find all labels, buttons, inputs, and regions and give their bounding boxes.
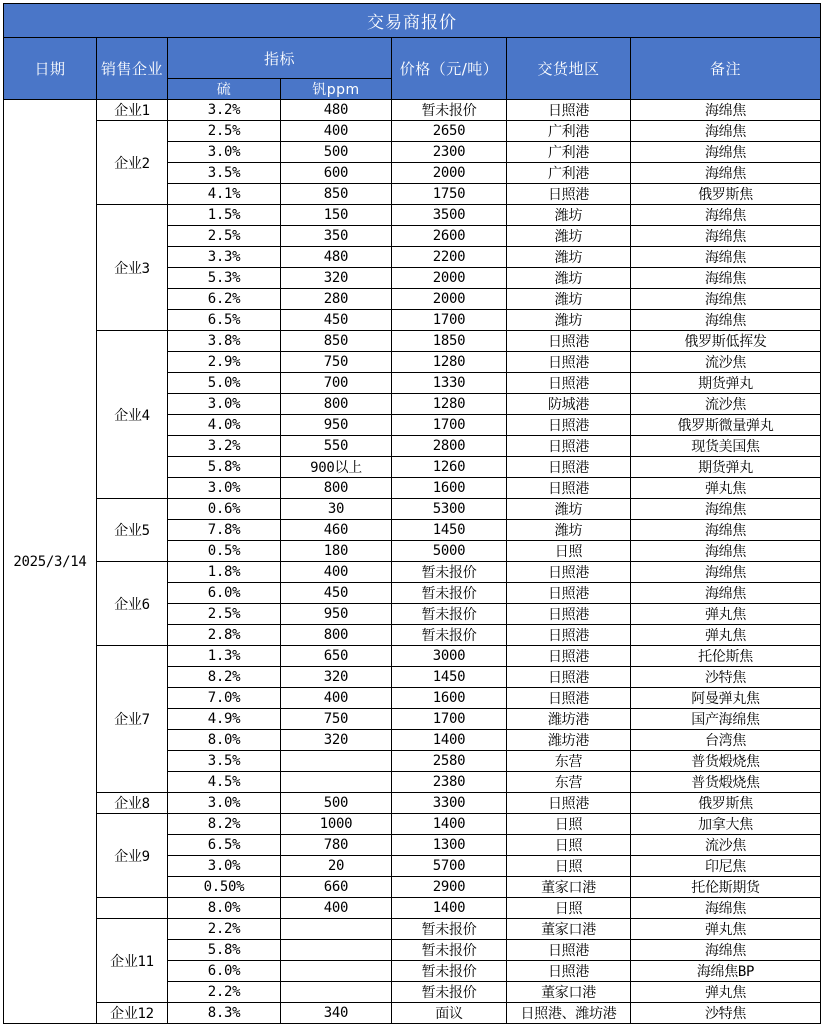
cell-price[interactable]: 暂未报价 bbox=[392, 919, 507, 940]
cell-sulfur[interactable]: 1.5% bbox=[168, 205, 281, 226]
table-row[interactable] bbox=[4, 793, 821, 814]
cell-price[interactable]: 1750 bbox=[392, 184, 507, 205]
cell-note[interactable]: 沙特焦 bbox=[631, 667, 821, 688]
table-row[interactable] bbox=[4, 814, 821, 835]
cell-sulfur[interactable]: 7.0% bbox=[168, 688, 281, 709]
cell-vanadium[interactable]: 350 bbox=[281, 226, 392, 247]
cell-sulfur[interactable]: 5.8% bbox=[168, 940, 281, 961]
cell-vanadium[interactable]: 800 bbox=[281, 625, 392, 646]
cell-vanadium[interactable]: 450 bbox=[281, 583, 392, 604]
cell-region[interactable]: 潍坊 bbox=[507, 268, 631, 289]
cell-vanadium[interactable]: 180 bbox=[281, 541, 392, 562]
table-row[interactable] bbox=[4, 100, 821, 121]
cell-price[interactable]: 1700 bbox=[392, 310, 507, 331]
cell-note[interactable]: 海绵焦 bbox=[631, 163, 821, 184]
table-row[interactable] bbox=[4, 121, 821, 142]
cell-note[interactable]: 现货美国焦 bbox=[631, 436, 821, 457]
cell-vanadium[interactable]: 20 bbox=[281, 856, 392, 877]
cell-region[interactable]: 日照港 bbox=[507, 940, 631, 961]
cell-note[interactable]: 海绵焦 bbox=[631, 226, 821, 247]
table-row[interactable] bbox=[4, 499, 821, 520]
cell-sulfur[interactable]: 2.5% bbox=[168, 226, 281, 247]
cell-price[interactable]: 1280 bbox=[392, 352, 507, 373]
cell-vanadium[interactable] bbox=[281, 772, 392, 793]
cell-price[interactable]: 2650 bbox=[392, 121, 507, 142]
cell-vanadium[interactable] bbox=[281, 940, 392, 961]
cell-note[interactable]: 海绵焦 bbox=[631, 583, 821, 604]
cell-vanadium[interactable]: 150 bbox=[281, 205, 392, 226]
cell-vanadium[interactable]: 600 bbox=[281, 163, 392, 184]
cell-region[interactable]: 日照港 bbox=[507, 793, 631, 814]
cell-sulfur[interactable]: 3.0% bbox=[168, 478, 281, 499]
cell-note[interactable]: 俄罗斯焦 bbox=[631, 184, 821, 205]
cell-sulfur[interactable]: 3.5% bbox=[168, 163, 281, 184]
cell-region[interactable]: 防城港 bbox=[507, 394, 631, 415]
cell-sulfur[interactable]: 3.2% bbox=[168, 100, 281, 121]
cell-region[interactable]: 日照 bbox=[507, 814, 631, 835]
cell-note[interactable]: 普货煅烧焦 bbox=[631, 751, 821, 772]
cell-price[interactable]: 3300 bbox=[392, 793, 507, 814]
cell-vanadium[interactable]: 500 bbox=[281, 142, 392, 163]
cell-enterprise[interactable]: 企业7 bbox=[97, 646, 168, 793]
cell-region[interactable]: 日照港 bbox=[507, 331, 631, 352]
cell-sulfur[interactable]: 3.0% bbox=[168, 394, 281, 415]
cell-note[interactable]: 海绵焦 bbox=[631, 121, 821, 142]
cell-sulfur[interactable]: 3.0% bbox=[168, 856, 281, 877]
cell-region[interactable]: 日照港 bbox=[507, 604, 631, 625]
cell-vanadium[interactable]: 320 bbox=[281, 730, 392, 751]
cell-sulfur[interactable]: 3.5% bbox=[168, 751, 281, 772]
cell-sulfur[interactable]: 6.5% bbox=[168, 310, 281, 331]
cell-note[interactable]: 海绵焦 bbox=[631, 142, 821, 163]
cell-note[interactable]: 普货煅烧焦 bbox=[631, 772, 821, 793]
cell-region[interactable]: 广利港 bbox=[507, 121, 631, 142]
cell-vanadium[interactable]: 320 bbox=[281, 667, 392, 688]
cell-date[interactable]: 2025/3/14 bbox=[4, 100, 97, 1024]
cell-sulfur[interactable]: 2.2% bbox=[168, 919, 281, 940]
cell-sulfur[interactable]: 2.9% bbox=[168, 352, 281, 373]
cell-sulfur[interactable]: 3.0% bbox=[168, 793, 281, 814]
cell-region[interactable]: 广利港 bbox=[507, 142, 631, 163]
cell-price[interactable]: 5700 bbox=[392, 856, 507, 877]
cell-price[interactable]: 1300 bbox=[392, 835, 507, 856]
cell-sulfur[interactable]: 6.0% bbox=[168, 583, 281, 604]
column-header-price[interactable]: 价格（元/吨） bbox=[392, 38, 507, 100]
cell-sulfur[interactable]: 6.0% bbox=[168, 961, 281, 982]
cell-enterprise[interactable]: 企业9 bbox=[97, 814, 168, 898]
cell-price[interactable]: 2800 bbox=[392, 436, 507, 457]
cell-region[interactable]: 日照港 bbox=[507, 478, 631, 499]
cell-region[interactable]: 日照港 bbox=[507, 667, 631, 688]
cell-note[interactable]: 海绵焦 bbox=[631, 268, 821, 289]
table-row[interactable] bbox=[4, 562, 821, 583]
cell-vanadium[interactable]: 460 bbox=[281, 520, 392, 541]
cell-sulfur[interactable]: 3.8% bbox=[168, 331, 281, 352]
cell-vanadium[interactable] bbox=[281, 919, 392, 940]
cell-note[interactable]: 海绵焦 bbox=[631, 289, 821, 310]
cell-vanadium[interactable] bbox=[281, 751, 392, 772]
cell-vanadium[interactable]: 450 bbox=[281, 310, 392, 331]
cell-price[interactable]: 2000 bbox=[392, 289, 507, 310]
cell-enterprise[interactable]: 企业5 bbox=[97, 499, 168, 562]
cell-note[interactable]: 托伦斯焦 bbox=[631, 646, 821, 667]
cell-region[interactable]: 日照 bbox=[507, 835, 631, 856]
cell-price[interactable]: 1400 bbox=[392, 814, 507, 835]
cell-enterprise[interactable]: 企业4 bbox=[97, 331, 168, 499]
cell-sulfur[interactable]: 1.3% bbox=[168, 646, 281, 667]
cell-price[interactable]: 1700 bbox=[392, 415, 507, 436]
header-row-primary bbox=[4, 38, 821, 79]
cell-price[interactable]: 1260 bbox=[392, 457, 507, 478]
cell-price[interactable]: 暂未报价 bbox=[392, 562, 507, 583]
cell-note[interactable]: 海绵焦 bbox=[631, 562, 821, 583]
cell-note[interactable]: 弹丸焦 bbox=[631, 478, 821, 499]
cell-sulfur[interactable]: 6.5% bbox=[168, 835, 281, 856]
cell-sulfur[interactable]: 4.1% bbox=[168, 184, 281, 205]
cell-vanadium[interactable]: 850 bbox=[281, 331, 392, 352]
cell-vanadium[interactable]: 650 bbox=[281, 646, 392, 667]
cell-region[interactable]: 日照港 bbox=[507, 457, 631, 478]
cell-vanadium[interactable]: 800 bbox=[281, 478, 392, 499]
cell-price[interactable]: 暂未报价 bbox=[392, 583, 507, 604]
cell-region[interactable]: 董家口港 bbox=[507, 919, 631, 940]
cell-region[interactable]: 日照港 bbox=[507, 352, 631, 373]
cell-vanadium[interactable]: 400 bbox=[281, 898, 392, 919]
cell-sulfur[interactable]: 8.0% bbox=[168, 730, 281, 751]
cell-region[interactable]: 潍坊 bbox=[507, 226, 631, 247]
cell-sulfur[interactable]: 4.0% bbox=[168, 415, 281, 436]
cell-sulfur[interactable]: 0.50% bbox=[168, 877, 281, 898]
cell-vanadium[interactable]: 660 bbox=[281, 877, 392, 898]
cell-note[interactable]: 海绵焦 bbox=[631, 100, 821, 121]
cell-vanadium[interactable]: 800 bbox=[281, 394, 392, 415]
cell-note[interactable]: 加拿大焦 bbox=[631, 814, 821, 835]
cell-vanadium[interactable]: 850 bbox=[281, 184, 392, 205]
cell-region[interactable]: 潍坊 bbox=[507, 247, 631, 268]
cell-price[interactable]: 1600 bbox=[392, 688, 507, 709]
cell-sulfur[interactable]: 3.0% bbox=[168, 142, 281, 163]
table-row[interactable] bbox=[4, 1003, 821, 1024]
cell-price[interactable]: 1400 bbox=[392, 730, 507, 751]
cell-region[interactable]: 董家口港 bbox=[507, 982, 631, 1003]
cell-price[interactable]: 5000 bbox=[392, 541, 507, 562]
cell-region[interactable]: 日照港 bbox=[507, 373, 631, 394]
cell-sulfur[interactable]: 8.0% bbox=[168, 898, 281, 919]
cell-note[interactable]: 国产海绵焦 bbox=[631, 709, 821, 730]
cell-enterprise[interactable]: 企业1 bbox=[97, 100, 168, 121]
column-header-indicator-group[interactable]: 指标 bbox=[168, 38, 392, 79]
cell-region[interactable]: 日照港、潍坊港 bbox=[507, 1003, 631, 1024]
cell-region[interactable]: 董家口港 bbox=[507, 877, 631, 898]
cell-note[interactable]: 期货弹丸 bbox=[631, 373, 821, 394]
cell-note[interactable]: 阿曼弹丸焦 bbox=[631, 688, 821, 709]
cell-sulfur[interactable]: 7.8% bbox=[168, 520, 281, 541]
cell-price[interactable]: 1450 bbox=[392, 667, 507, 688]
cell-note[interactable]: 海绵焦 bbox=[631, 898, 821, 919]
cell-region[interactable]: 日照港 bbox=[507, 562, 631, 583]
cell-region[interactable]: 日照港 bbox=[507, 436, 631, 457]
cell-price[interactable]: 暂未报价 bbox=[392, 940, 507, 961]
cell-enterprise[interactable]: 企业2 bbox=[97, 121, 168, 205]
cell-sulfur[interactable]: 3.2% bbox=[168, 436, 281, 457]
cell-note[interactable]: 流沙焦 bbox=[631, 394, 821, 415]
cell-region[interactable]: 日照港 bbox=[507, 688, 631, 709]
cell-price[interactable]: 2300 bbox=[392, 142, 507, 163]
cell-vanadium[interactable]: 480 bbox=[281, 100, 392, 121]
column-header-note[interactable]: 备注 bbox=[631, 38, 821, 100]
cell-region[interactable]: 日照港 bbox=[507, 100, 631, 121]
cell-region[interactable]: 日照港 bbox=[507, 625, 631, 646]
cell-price[interactable]: 1850 bbox=[392, 331, 507, 352]
cell-sulfur[interactable]: 2.5% bbox=[168, 121, 281, 142]
table-row[interactable] bbox=[4, 205, 821, 226]
cell-price[interactable]: 暂未报价 bbox=[392, 604, 507, 625]
cell-enterprise[interactable]: 企业12 bbox=[97, 1003, 168, 1024]
cell-region[interactable]: 日照 bbox=[507, 856, 631, 877]
cell-note[interactable]: 流沙焦 bbox=[631, 352, 821, 373]
cell-price[interactable]: 1280 bbox=[392, 394, 507, 415]
cell-sulfur[interactable]: 8.3% bbox=[168, 1003, 281, 1024]
cell-region[interactable]: 日照 bbox=[507, 541, 631, 562]
cell-region[interactable]: 日照港 bbox=[507, 415, 631, 436]
cell-note[interactable]: 弹丸焦 bbox=[631, 982, 821, 1003]
trader-quote-table bbox=[3, 3, 821, 1024]
cell-note[interactable]: 俄罗斯低挥发 bbox=[631, 331, 821, 352]
table-title-row bbox=[4, 4, 821, 38]
cell-note[interactable]: 海绵焦 bbox=[631, 541, 821, 562]
table-row[interactable] bbox=[4, 331, 821, 352]
cell-region[interactable]: 潍坊 bbox=[507, 205, 631, 226]
cell-region[interactable]: 日照港 bbox=[507, 184, 631, 205]
cell-price[interactable]: 2580 bbox=[392, 751, 507, 772]
cell-sulfur[interactable]: 2.2% bbox=[168, 982, 281, 1003]
cell-note[interactable]: 海绵焦 bbox=[631, 310, 821, 331]
cell-vanadium[interactable]: 950 bbox=[281, 415, 392, 436]
cell-price[interactable]: 2600 bbox=[392, 226, 507, 247]
cell-price[interactable]: 1400 bbox=[392, 898, 507, 919]
cell-note[interactable]: 弹丸焦 bbox=[631, 604, 821, 625]
cell-note[interactable]: 弹丸焦 bbox=[631, 625, 821, 646]
cell-note[interactable]: 流沙焦 bbox=[631, 835, 821, 856]
cell-note[interactable]: 期货弹丸 bbox=[631, 457, 821, 478]
cell-price[interactable]: 暂未报价 bbox=[392, 961, 507, 982]
cell-price[interactable]: 5300 bbox=[392, 499, 507, 520]
cell-vanadium[interactable]: 950 bbox=[281, 604, 392, 625]
cell-note[interactable]: 弹丸焦 bbox=[631, 919, 821, 940]
cell-sulfur[interactable]: 2.5% bbox=[168, 604, 281, 625]
cell-note[interactable]: 海绵焦 bbox=[631, 499, 821, 520]
column-header-date[interactable]: 日期 bbox=[4, 38, 97, 100]
cell-vanadium[interactable]: 900以上 bbox=[281, 457, 392, 478]
cell-sulfur[interactable]: 4.9% bbox=[168, 709, 281, 730]
cell-vanadium[interactable] bbox=[281, 982, 392, 1003]
cell-region[interactable]: 日照 bbox=[507, 898, 631, 919]
cell-sulfur[interactable]: 8.2% bbox=[168, 814, 281, 835]
cell-enterprise[interactable]: 企业11 bbox=[97, 919, 168, 1003]
cell-vanadium[interactable]: 1000 bbox=[281, 814, 392, 835]
cell-sulfur[interactable]: 5.0% bbox=[168, 373, 281, 394]
cell-price[interactable]: 1330 bbox=[392, 373, 507, 394]
cell-note[interactable]: 俄罗斯微量弹丸 bbox=[631, 415, 821, 436]
cell-vanadium[interactable]: 550 bbox=[281, 436, 392, 457]
cell-enterprise[interactable]: 企业8 bbox=[97, 793, 168, 814]
cell-vanadium[interactable]: 480 bbox=[281, 247, 392, 268]
cell-enterprise[interactable]: 企业6 bbox=[97, 562, 168, 646]
cell-region[interactable]: 日照港 bbox=[507, 583, 631, 604]
table-row[interactable] bbox=[4, 898, 821, 919]
cell-region[interactable]: 潍坊 bbox=[507, 289, 631, 310]
cell-price[interactable]: 3000 bbox=[392, 646, 507, 667]
cell-region[interactable]: 潍坊港 bbox=[507, 709, 631, 730]
cell-sulfur[interactable]: 6.2% bbox=[168, 289, 281, 310]
cell-note[interactable]: 海绵焦 bbox=[631, 205, 821, 226]
cell-price[interactable]: 面议 bbox=[392, 1003, 507, 1024]
cell-vanadium[interactable]: 400 bbox=[281, 121, 392, 142]
cell-enterprise[interactable]: 企业3 bbox=[97, 205, 168, 331]
cell-region[interactable]: 潍坊 bbox=[507, 310, 631, 331]
cell-vanadium[interactable]: 400 bbox=[281, 562, 392, 583]
cell-note[interactable]: 沙特焦 bbox=[631, 1003, 821, 1024]
cell-vanadium[interactable]: 400 bbox=[281, 688, 392, 709]
cell-note[interactable]: 印尼焦 bbox=[631, 856, 821, 877]
cell-note[interactable]: 海绵焦 bbox=[631, 940, 821, 961]
column-header-region[interactable]: 交货地区 bbox=[507, 38, 631, 100]
cell-price[interactable]: 暂未报价 bbox=[392, 982, 507, 1003]
cell-region[interactable]: 潍坊 bbox=[507, 520, 631, 541]
cell-price[interactable]: 暂未报价 bbox=[392, 625, 507, 646]
cell-region[interactable]: 东营 bbox=[507, 772, 631, 793]
cell-region[interactable]: 潍坊港 bbox=[507, 730, 631, 751]
cell-note[interactable]: 海绵焦BP bbox=[631, 961, 821, 982]
cell-price[interactable]: 2900 bbox=[392, 877, 507, 898]
column-header-vanadium[interactable]: 钒ppm bbox=[281, 79, 392, 100]
cell-note[interactable]: 海绵焦 bbox=[631, 520, 821, 541]
cell-region[interactable]: 广利港 bbox=[507, 163, 631, 184]
cell-vanadium[interactable]: 30 bbox=[281, 499, 392, 520]
cell-price[interactable]: 2200 bbox=[392, 247, 507, 268]
table-row[interactable] bbox=[4, 919, 821, 940]
cell-sulfur[interactable]: 3.3% bbox=[168, 247, 281, 268]
cell-enterprise[interactable] bbox=[97, 898, 168, 919]
cell-sulfur[interactable]: 0.6% bbox=[168, 499, 281, 520]
cell-note[interactable]: 海绵焦 bbox=[631, 247, 821, 268]
table-row[interactable] bbox=[4, 646, 821, 667]
column-header-sulfur[interactable]: 硫 bbox=[168, 79, 281, 100]
column-header-enterprise[interactable]: 销售企业 bbox=[97, 38, 168, 100]
cell-vanadium[interactable]: 280 bbox=[281, 289, 392, 310]
cell-sulfur[interactable]: 8.2% bbox=[168, 667, 281, 688]
cell-sulfur[interactable]: 0.5% bbox=[168, 541, 281, 562]
cell-sulfur[interactable]: 4.5% bbox=[168, 772, 281, 793]
cell-region[interactable]: 日照港 bbox=[507, 646, 631, 667]
cell-region[interactable]: 潍坊 bbox=[507, 499, 631, 520]
table-title: 交易商报价 bbox=[4, 4, 821, 38]
cell-price[interactable]: 2380 bbox=[392, 772, 507, 793]
cell-vanadium[interactable]: 500 bbox=[281, 793, 392, 814]
cell-note[interactable]: 托伦斯期货 bbox=[631, 877, 821, 898]
cell-vanadium[interactable]: 700 bbox=[281, 373, 392, 394]
cell-price[interactable]: 1450 bbox=[392, 520, 507, 541]
cell-vanadium[interactable]: 320 bbox=[281, 268, 392, 289]
cell-sulfur[interactable]: 5.8% bbox=[168, 457, 281, 478]
cell-vanadium[interactable]: 750 bbox=[281, 709, 392, 730]
cell-vanadium[interactable]: 340 bbox=[281, 1003, 392, 1024]
cell-vanadium[interactable]: 780 bbox=[281, 835, 392, 856]
cell-note[interactable]: 台湾焦 bbox=[631, 730, 821, 751]
cell-price[interactable]: 暂未报价 bbox=[392, 100, 507, 121]
cell-region[interactable]: 东营 bbox=[507, 751, 631, 772]
cell-vanadium[interactable] bbox=[281, 961, 392, 982]
cell-note[interactable]: 俄罗斯焦 bbox=[631, 793, 821, 814]
cell-region[interactable]: 日照港 bbox=[507, 961, 631, 982]
cell-sulfur[interactable]: 1.8% bbox=[168, 562, 281, 583]
cell-price[interactable]: 1700 bbox=[392, 709, 507, 730]
cell-price[interactable]: 1600 bbox=[392, 478, 507, 499]
cell-sulfur[interactable]: 5.3% bbox=[168, 268, 281, 289]
cell-price[interactable]: 3500 bbox=[392, 205, 507, 226]
cell-price[interactable]: 2000 bbox=[392, 163, 507, 184]
cell-vanadium[interactable]: 750 bbox=[281, 352, 392, 373]
cell-price[interactable]: 2000 bbox=[392, 268, 507, 289]
cell-sulfur[interactable]: 2.8% bbox=[168, 625, 281, 646]
